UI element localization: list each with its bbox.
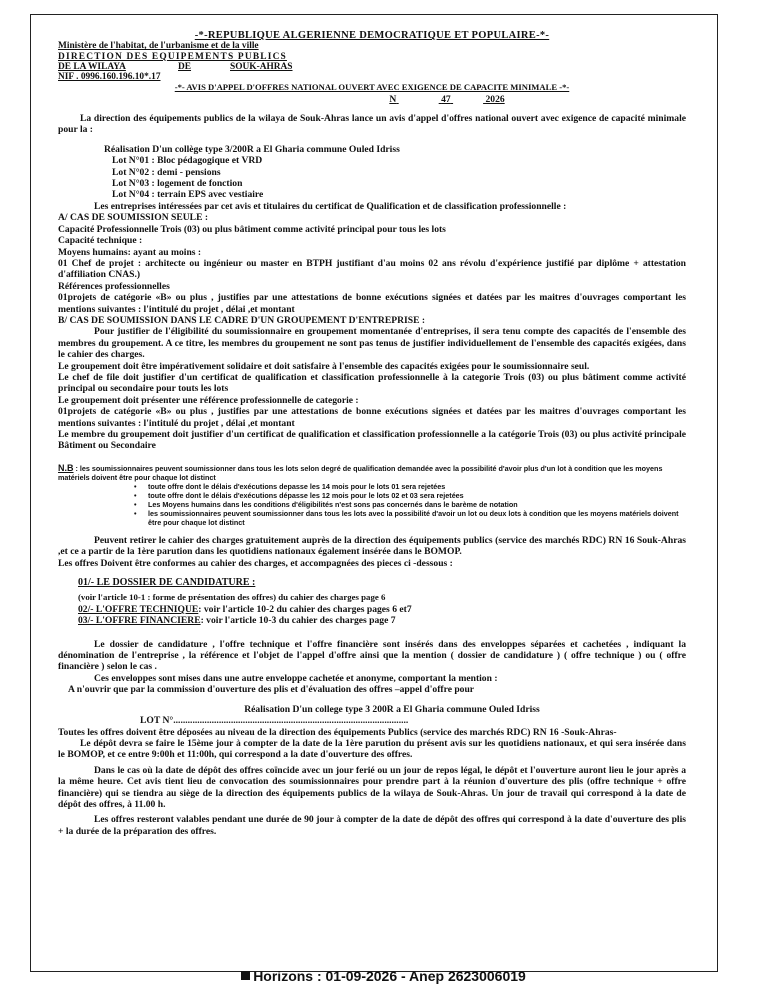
wilaya-line	[58, 62, 686, 72]
enveloppe-ext-paragraph: Ces enveloppes sont mises dans une autre enveloppe cachetée et anonyme, comportant la mention :	[94, 672, 498, 684]
offre-technique-line	[78, 604, 686, 615]
footer-text: Horizons : 01-09-2026 - Anep 2623006019	[253, 968, 526, 984]
wilaya-part-2: DE	[178, 61, 192, 72]
cas-b-p6: Le membre du groupement doit justifier d'un certificat de qualification et classification professionnelle a la catégorie Trois (03) ou plus activité principale Bâtiment ou Secondaire	[58, 429, 686, 452]
nb-label: N.B	[58, 462, 74, 473]
offre-financiere-text: : voir l'article 10-3 du cahier des charges page 7	[200, 615, 396, 627]
cas-b-p5: 01projets de catégorie «B» ou plus , justifies par une attestations de bonne exécutions signées et datées par les maitres d'ouvrages comportant les mentions suivantes : l'intitulé du projet , délai ,et montant	[58, 406, 686, 429]
footer-publication	[0, 968, 767, 984]
nb-list	[58, 482, 686, 527]
ref-number: 47	[441, 93, 451, 105]
cas-b-p4: Le groupement doit présenter une référence professionnelle de categorie :	[58, 394, 359, 406]
deposees-paragraph: Toutes les offres doivent être déposées au niveau de la direction des équipements Publics (service des marchés RDC) RN 16 -Souk-Ahras-	[58, 726, 617, 738]
nb-item-2: • toute offre dont le délais d'exécutions dépasse les 12 mois pour le lots 02 et 03 sera rejetées	[148, 491, 686, 500]
nb-text: : les soumissionnaires peuvent soumissionner dans tous les lots selon degré de qualification demandée avec la possibilité d'avoir plus d'un lot à condition que les moyens matériels doivent être pour chaque lot distinct	[58, 463, 663, 482]
cas-b-title: B/ CAS DE SOUMISSION DANS LE CADRE D'UN GROUPEMENT D'ENTREPRISE :	[58, 314, 426, 326]
dossier-title: 01/- LE DOSSIER DE CANDIDATURE :	[78, 577, 256, 589]
avis-title: -*- AVIS D'APPEL D'OFFRES NATIONAL OUVERT AVEC EXIGENCE DE CAPACITE MINIMALE -*-	[174, 82, 570, 93]
avis-reference	[208, 94, 686, 105]
project-title: Réalisation D'un collège type 3/200R a El Gharia commune Ouled Idriss	[104, 143, 400, 155]
direction-line: DIRECTION DES EQUIPEMENTS PUBLICS	[58, 51, 287, 62]
issuer-block	[58, 41, 686, 82]
lot-item-2: Lot N°02 : demi - pensions	[112, 166, 221, 178]
valables-paragraph: Les offres resteront valables pendant une durée de 90 jour à compter de la date de dépôt des offres qui correspond à la date d'ouverture des plis + la durée de la préparation des offres.	[58, 814, 686, 837]
lot-item-4: Lot N°04 : terrain EPS avec vestiaire	[112, 189, 264, 201]
cas-b-p3: Le chef de file doit justifier d'un certificat de qualification et classification professionnelle à la categorie Trois (03) ou plus bâtiment comme activité principal ou secondaire pour touts les lots	[58, 371, 686, 395]
dossier-line1: (voir l'article 10-1 : forme de présentation des offres) du cahier des charges page 6	[78, 592, 386, 603]
cas-a-references: Références professionnelles	[58, 280, 170, 292]
offre-technique-label: 02/- L'OFFRE TECHNIQUE	[78, 603, 199, 615]
depot-paragraph: Le dépôt devra se faire le 15ème jour à compter de la date de la 1ère parution du présent avis sur les quotidiens nationaux, et qui sera insérée dans le BOMOP, et ce entre 9:00h et 11:00h, qui correspond a la date d'ouverture des offres.	[58, 737, 686, 761]
nb-block	[58, 464, 686, 527]
lots-list	[104, 155, 686, 201]
offre-financiere-label: 03/- L'OFFRE FINANCIERE	[78, 615, 201, 627]
cas-a-projets: 01projets de catégorie «B» ou plus , justifies par une attestations de bonne exécutions signées et datées par les maitres d'ouvrages comportant les mentions suivantes : l'intitulé du projet , délai ,et montant	[58, 292, 686, 315]
footer-square-icon	[241, 971, 250, 980]
ministry-line: Ministère de l'habitat, de l'urbanisme et de la ville	[58, 41, 259, 52]
offre-financiere-line	[78, 615, 686, 626]
nif-line: NIF . 0996.160.196.10*.17	[58, 72, 161, 83]
cas-a-title: A/ CAS DE SOUMISSION SEULE :	[58, 212, 209, 224]
lot-item-1: Lot N°01 : Bloc pédagogique et VRD	[112, 155, 263, 167]
cas-b-p1: Pour justifier de l'éligibilité du soumissionnaire en groupement momentanée d'entreprises, il sera tenu compte des capacités de l'ensemble des membres du groupement. A ce titre, les membres du groupement ne sont pas tenus de justifier individuellement de l'ensemble des capacités exigées, dans le cahier des charges.	[58, 326, 686, 361]
lot-item-3: Lot N°03 : logement de fonction	[112, 178, 243, 190]
cas-a-capacite-pro: Capacité Professionnelle Trois (03) ou plus bâtiment comme activité principal pour tous les lots	[58, 223, 446, 235]
cas-a-capacite-tech: Capacité technique :	[58, 235, 143, 247]
enveloppes-paragraph: Le dossier de candidature , l'offre technique et l'offre financière sont insérés dans des enveloppes séparées et cachetées , indiquant la dénomination de l'entreprise , la référence et l'objet de l'appel d'offre ainsi que la mention ( dossier de candidature ) ( offre technique ) ou ( offre financière ) selon le cas .	[58, 638, 686, 673]
cas-b-p2: Le groupement doit être impérativement solidaire et doit satisfaire à l'ensemble des capacités exigées pour le soumissionnaire seul.	[58, 360, 590, 372]
cas-a-chef: 01 Chef de projet : architecte ou ingénieur ou master en BTPH justifiant d'au moins 02 ans révolu d'expérience justifié par diplôme + attestation d'affiliation CNAS.)	[58, 257, 686, 281]
wilaya-part-3: SOUK-AHRAS	[230, 61, 293, 72]
intro-paragraph: La direction des équipements publics de la wilaya de Souk-Ahras lance un avis d'appel d'offres national ouvert avec exigence de capacité minimale pour la :	[58, 113, 686, 136]
a-nouvrir-paragraph: A n'ouvrir que par la commission d'ouverture des plis et d'évaluation des offres –appel d'offre pour	[68, 684, 475, 696]
retrait-paragraph: Peuvent retirer le cahier des charges gratuitement auprès de la direction des équipements publics (service des marchés RDC) RN 16 Souk-Ahras ,et ce a partir de la 1ère parution dans les quotidiens nationaux également insérée dans le BOMOP.	[58, 534, 686, 558]
republic-title: -*-REPUBLIQUE ALGERIENNE DEMOCRATIQUE ET POPULAIRE-*-	[194, 30, 550, 41]
nb-item-4: • les soumissionnaires peuvent soumissionner dans tous les lots avec la possibilité d'avoir un lot ou deux lots à condition que les moyens matériels doivent être pour chaque lot distinct	[148, 509, 686, 527]
offre-technique-text: : voir l'article 10-2 du cahier des charges pages 6 et7	[198, 603, 412, 615]
entreprises-paragraph: Les entreprises intéressées par cet avis et titulaires du certificat de Qualification et de classification professionnelle :	[94, 200, 567, 212]
nb-intro	[58, 464, 686, 482]
ref-year: 2026	[485, 93, 505, 105]
ref-n: N	[389, 93, 397, 105]
cas-a-moyens: Moyens humains: ayant au moins :	[58, 246, 202, 258]
project-title-2: Réalisation D'un college type 3 200R a El Gharia commune Ouled Idriss	[244, 703, 540, 715]
lot-number-line: LOT N°..................................................................................................	[140, 715, 409, 727]
wilaya-part-1: DE LA WILAYA	[58, 61, 126, 72]
nb-item-3: • Les Moyens humains dans les conditions d'éligibilités n'est sons pas concernés dans le barème de notation	[148, 500, 686, 509]
notice-body	[58, 30, 686, 837]
conformes-paragraph: Les offres Doivent être conformes au cahier des charges, et accompagnées des pieces ci -dessous :	[58, 557, 453, 569]
ferie-paragraph: Dans le cas où la date de dépôt des offres coïncide avec un jour ferié ou un jour de repos légal, le dépôt et l'ouverture auront lieu le jour après a la même heure. Cet avis tient lieu de convocation des soumissionnaires pour prendre part à la réunion d'ouverture des plis (offre technique + offre financière) qui se tiendra au siège de la direction des équipements publics de la wilaya de Souk-Ahras. Un jour de travail qui correspond à la date de dépôt des offres, à 11.00 h.	[58, 764, 686, 810]
nb-item-1: • toute offre dont le délais d'exécutions depasse les 14 mois pour le lots 01 sera rejetées	[148, 482, 686, 491]
